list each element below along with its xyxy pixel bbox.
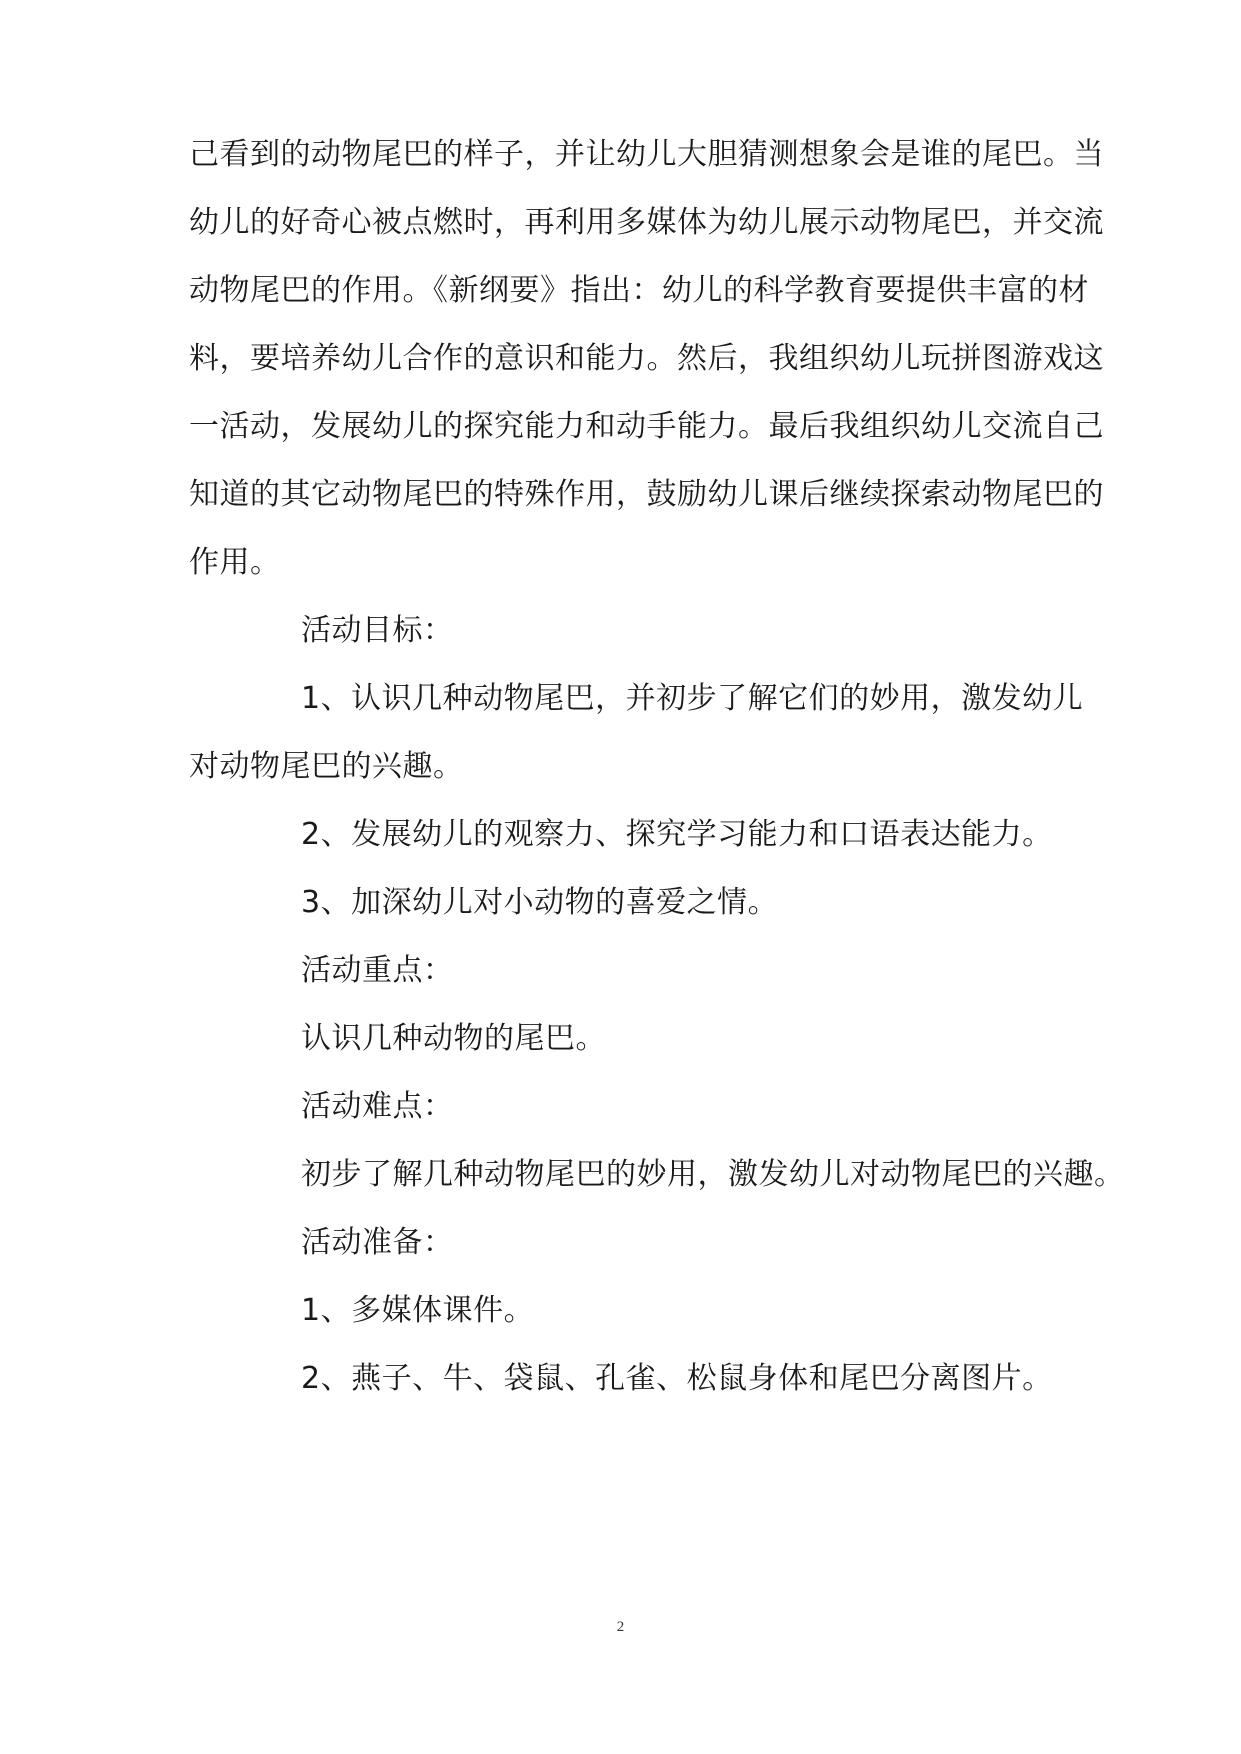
focus-text: 认识几种动物的尾巴。 bbox=[301, 1021, 606, 1056]
goals-heading: 活动目标： bbox=[301, 613, 454, 648]
paragraph-line: 己看到的动物尾巴的样子，并让幼儿大胆猜测想象会是谁的尾巴。当 bbox=[189, 137, 1104, 172]
goal-item-1-continued: 对动物尾巴的兴趣。 bbox=[189, 749, 464, 784]
paragraph-line: 动物尾巴的作用。《新纲要》指出：幼儿的科学教育要提供丰富的材 bbox=[189, 273, 1089, 308]
paragraph-line: 作用。 bbox=[189, 545, 281, 580]
paragraph-line: 幼儿的好奇心被点燃时，再利用多媒体为幼儿展示动物尾巴，并交流 bbox=[189, 205, 1104, 240]
difficulty-heading: 活动难点： bbox=[301, 1089, 454, 1124]
preparation-item-1: 1、多媒体课件。 bbox=[301, 1293, 535, 1328]
paragraph-line: 一活动，发展幼儿的探究能力和动手能力。最后我组织幼儿交流自己 bbox=[189, 409, 1104, 444]
page-number: 2 bbox=[616, 1619, 625, 1635]
goal-item-1: 1、认识几种动物尾巴，并初步了解它们的妙用，激发幼儿 bbox=[301, 681, 1084, 716]
paragraph-line: 料，要培养幼儿合作的意识和能力。然后，我组织幼儿玩拼图游戏这 bbox=[189, 341, 1104, 376]
difficulty-text: 初步了解几种动物尾巴的妙用，激发幼儿对动物尾巴的兴趣。 bbox=[301, 1157, 1125, 1192]
preparation-heading: 活动准备： bbox=[301, 1225, 454, 1260]
preparation-item-2: 2、燕子、牛、袋鼠、孔雀、松鼠身体和尾巴分离图片。 bbox=[301, 1361, 1053, 1396]
focus-heading: 活动重点： bbox=[301, 953, 454, 988]
goal-item-3: 3、加深幼儿对小动物的喜爱之情。 bbox=[301, 885, 779, 920]
paragraph-line: 知道的其它动物尾巴的特殊作用，鼓励幼儿课后继续探索动物尾巴的 bbox=[189, 477, 1104, 512]
goal-item-2: 2、发展幼儿的观察力、探究学习能力和口语表达能力。 bbox=[301, 817, 1053, 852]
